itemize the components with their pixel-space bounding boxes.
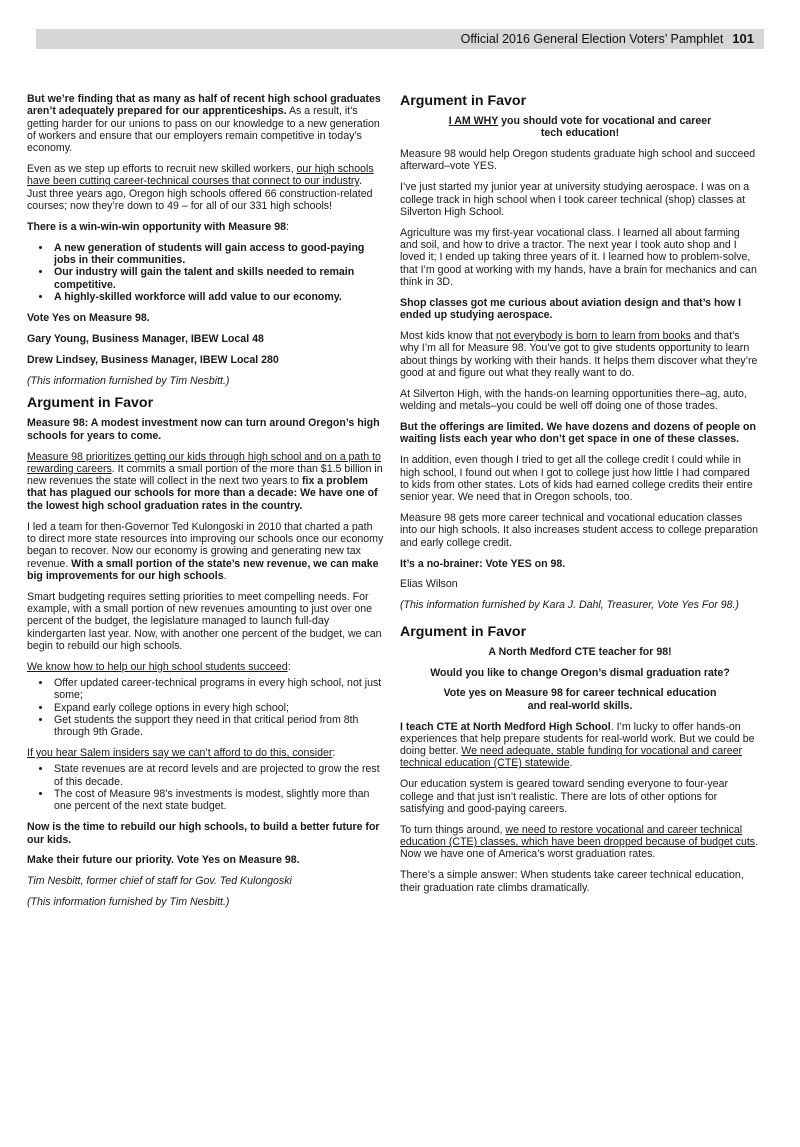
section-heading: Argument in Favor — [400, 623, 527, 640]
paragraph: There’s a simple answer: When students take career technical education, their graduation rate climbs dramatically. — [400, 869, 744, 894]
text: Most kids know that — [400, 330, 496, 343]
list-item: • State revenues are at record levels and are projected to grow the rest of this decade. — [52, 763, 384, 788]
underlined-text: We know how to help our high school students succeed — [27, 660, 288, 673]
signature — [27, 875, 384, 887]
paragraph — [27, 521, 384, 582]
paragraph: In addition, even though I tried to get all the college credit I could while in high school, I found out when I got to college just how little I had compared to kids from other states. Lots of kids had earned college credits their entire senior year. We need that in Oregon schools, too. — [400, 454, 753, 504]
paragraph — [400, 721, 760, 770]
paragraph: It’s a no-brainer: Vote YES on 98. — [400, 557, 566, 570]
text: : — [287, 660, 291, 673]
list-item: • A highly-skilled workforce will add value to our economy. — [52, 291, 384, 303]
bold-text: But we’re finding that as many as half of recent high school graduates aren’t adequately prepared for our apprenticeships. — [27, 93, 381, 118]
left-column — [27, 93, 384, 917]
signature: Elias Wilson — [400, 578, 458, 591]
text: As a result, it’s getting harder for our unions to pass on our knowledge to a new generation of workers and ensure that our employers remain competitive in today’s economy. — [27, 105, 380, 155]
italic-text: Tim Nesbitt, former chief of staff for Gov. Ted Kulongoski — [27, 875, 292, 888]
page-number: 101 — [732, 31, 754, 46]
italic-text: (This information furnished by Tim Nesbitt.) — [27, 374, 230, 387]
bullet-list — [27, 677, 384, 738]
subheading — [400, 115, 760, 140]
bold-text: With a small portion of the state’s new revenue, we can make big improvements for our high schools — [27, 557, 379, 582]
section-heading: Argument in Favor — [27, 395, 154, 412]
text: . I’m lucky to offer hands-on experiences that help prepare students for real-world work. But we could be doing better. — [400, 720, 755, 758]
text: you should vote for vocational and career tech education! — [498, 115, 712, 140]
paragraph — [27, 451, 384, 512]
paragraph — [27, 661, 384, 673]
underlined-text: not everybody is born to learn from books — [495, 330, 691, 343]
italic-text: (This information furnished by Tim Nesbitt.) — [27, 896, 230, 909]
subheading: Vote yes on Measure 98 for career technical education and real-world skills. — [443, 687, 717, 712]
underlined-text: we need to restore vocational and career technical education (CTE) classes, which have been dropped because of budget cuts — [400, 823, 756, 849]
paragraph: Our education system is geared toward sending everyone to four-year college and that just isn’t realistic. There are lots of other options for satisfying and good-paying careers. — [400, 778, 728, 815]
underlined-text: our high schools have been cutting career-technical courses that connect to our industry — [27, 163, 374, 188]
list-item: • Our industry will gain the talent and skills needed to remain competitive. — [52, 266, 384, 291]
paragraph: Smart budgeting requires setting priorities to meet compelling needs. For example, with a small portion of new revenues amounting to just over one percent of the budget, the legislature managed to launch full-day kindergarten last year. Now, with another one percent of the budget, we can begin to rebuild our high schools. — [27, 590, 382, 652]
paragraph: Agriculture was my first-year vocational class. I learned all about farming and soil, and how to drive a tractor. The next year I took auto shop and I loved it; I ended up taking three years of it. I learned how to problem-solve, that I’m good at working with my hands, have a brain for mechanics and can think in 3D. — [400, 226, 757, 289]
furnished-by — [400, 599, 760, 611]
paragraph — [27, 93, 384, 154]
text: : — [286, 220, 289, 233]
list-item: • Get students the support they need in that critical period from 8th through 9th Grade. — [52, 714, 384, 739]
signature: Gary Young, Business Manager, IBEW Local 48 — [27, 332, 264, 345]
right-column — [400, 93, 760, 903]
paragraph: Measure 98 gets more career technical and vocational education classes into our high schools. It also increases student access to college preparation and early college credit. — [400, 512, 759, 549]
lead-paragraph: Measure 98: A modest investment now can turn around Oregon’s high schools for years to come. — [27, 417, 380, 442]
paragraph — [400, 330, 760, 379]
bullet-list — [27, 763, 384, 812]
subheading: A North Medford CTE teacher for 98! — [488, 645, 672, 658]
signature: Drew Lindsey, Business Manager, IBEW Local 280 — [27, 353, 279, 366]
underlined-text: If you hear Salem insiders say we can’t afford to do this, consider — [27, 747, 333, 760]
vote-line: Vote Yes on Measure 98. — [27, 311, 150, 324]
bullet-list — [27, 242, 384, 303]
text: I led a team for then-Governor Ted Kulongoski in 2010 that charted a path to direct more state resources into improving our schools once our economy began to recover. Now our economy is growing and generating new tax revenue. — [27, 520, 384, 570]
section-heading: Argument in Favor — [400, 93, 527, 109]
paragraph — [27, 221, 384, 233]
list-item: • Offer updated career-technical programs in every high school, not just some; — [52, 677, 384, 702]
page-header-bar — [36, 29, 764, 49]
paragraph: Make their future our priority. Vote Yes on Measure 98. — [27, 854, 300, 867]
text: : — [332, 747, 336, 760]
text: Even as we step up efforts to recruit new skilled workers, — [27, 163, 297, 176]
text: To turn things around, — [400, 823, 506, 836]
page-header — [461, 31, 754, 47]
italic-text: (This information furnished by Kara J. Dahl, Treasurer, Vote Yes For 98.) — [400, 599, 739, 612]
furnished-by — [27, 896, 384, 908]
underlined-text: I AM WHY — [448, 115, 499, 127]
text: . — [223, 569, 227, 582]
list-item: • Expand early college options in every high school; — [52, 702, 384, 714]
paragraph: Shop classes got me curious about aviation design and that’s how I ended up studying aerospace. — [400, 296, 742, 322]
text: . It commits a small portion of the more than $1.5 billion in new revenues the state will collect in the next two years to — [27, 462, 383, 488]
furnished-by — [27, 375, 384, 387]
paragraph — [27, 747, 384, 759]
paragraph — [27, 163, 384, 212]
underlined-text: We need adequate, stable funding for vocational and career technical education (CTE) statewide — [400, 745, 742, 770]
text: . — [569, 757, 573, 770]
underlined-text: Measure 98 prioritizes getting our kids through high school and on a path to rewarding careers — [27, 450, 381, 475]
paragraph: At Silverton High, with the hands-on learning opportunities there–ag, auto, welding and metals–you could be well off doing one of those trades. — [400, 387, 747, 413]
text: . Just three years ago, Oregon high schools offered 66 construction-related courses; now they’re down to 49 – for all of our 331 high schools! — [27, 175, 373, 212]
paragraph: I’ve just started my junior year at university studying aerospace. I was on a college track in high school when I took career technical (shop) classes at Silverton High School. — [400, 181, 750, 218]
text: . Now we have one of America’s worst graduation rates. — [400, 836, 759, 861]
text: and that’s why I’m all for Measure 98. You’ve got to give students opportunity to learn about things by working with their hands. It helps them discover what they’re good at and figure out what they really want to do. — [400, 330, 758, 380]
subheading: Would you like to change Oregon’s dismal graduation rate? — [430, 666, 730, 679]
bold-text: I teach CTE at North Medford High School — [400, 720, 611, 733]
pamphlet-title: Official 2016 General Election Voters’ Pamphlet — [460, 32, 724, 46]
bold-text: fix a problem that has plagued our schools for more than a decade: We have one of the lowest high school graduation rates in the country. — [27, 475, 378, 512]
bold-text: There is a win-win-win opportunity with Measure 98 — [27, 220, 286, 233]
list-item: • The cost of Measure 98’s investments is modest, slightly more than one percent of the next state budget. — [52, 788, 384, 813]
paragraph: Measure 98 would help Oregon students graduate high school and succeed afterward–vote YES. — [400, 148, 756, 173]
paragraph: Now is the time to rebuild our high schools, to build a better future for our kids. — [27, 821, 380, 846]
paragraph — [400, 824, 760, 861]
paragraph: But the offerings are limited. We have dozens and dozens of people on waiting lists each year who don’t get space in one of these classes. — [400, 421, 756, 446]
list-item: • A new generation of students will gain access to good-paying jobs in their communities. — [52, 242, 384, 267]
